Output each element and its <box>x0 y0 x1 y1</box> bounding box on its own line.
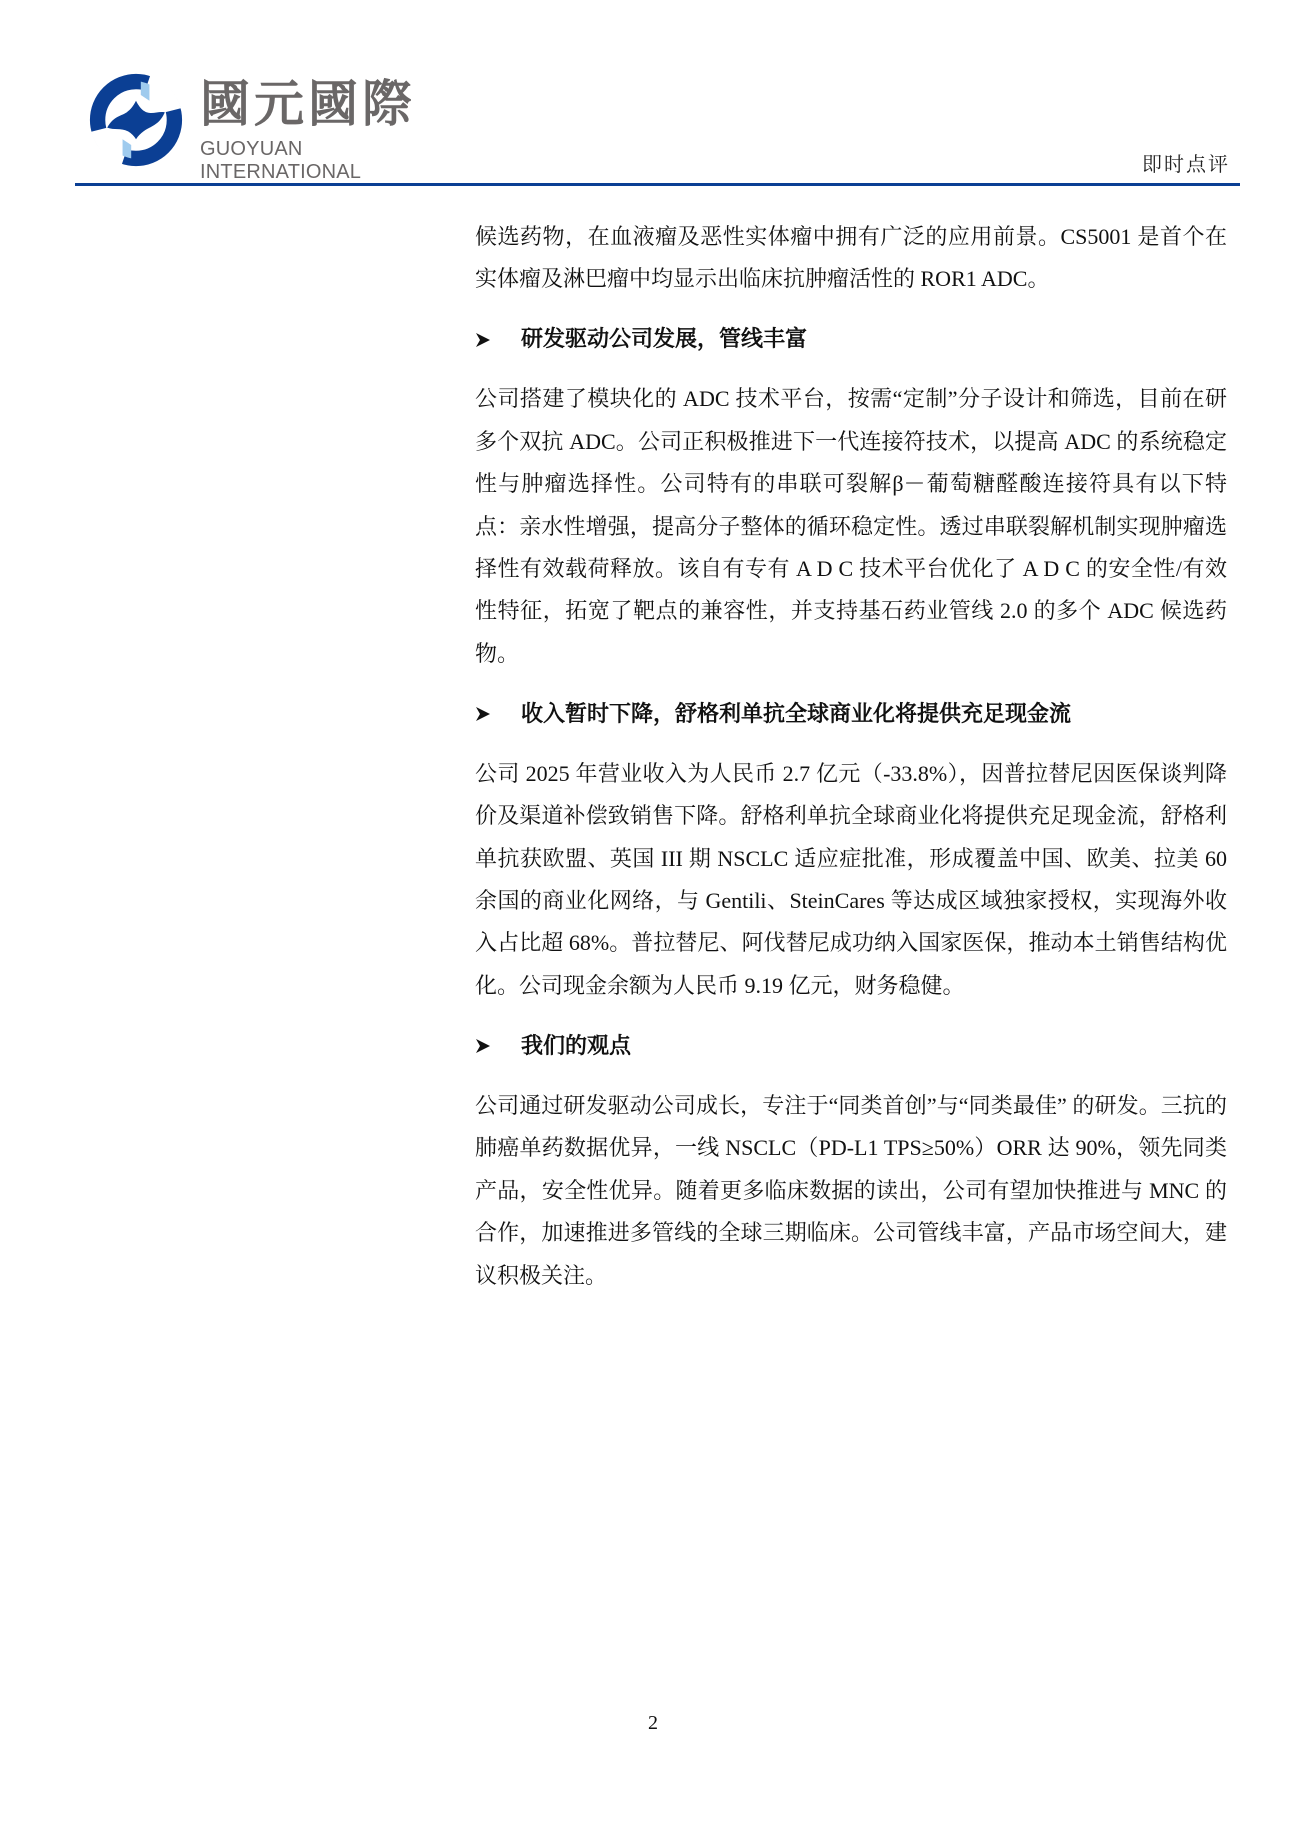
heading-text: 我们的观点 <box>521 1032 632 1058</box>
section-heading-revenue <box>475 693 1227 735</box>
arrow-bullet-icon <box>475 706 495 722</box>
arrow-bullet-icon <box>475 1038 495 1054</box>
paragraph-view: 公司通过研发驱动公司成长，专注于“同类首创”与“同类最佳” 的研发。三抗的肺癌单药数据优异，一线 NSCLC（PD-L1 TPS≥50%）ORR 达 90%，领先同类产品，安全性优异。随着更多临床数据的读出，公司有望加快推进与 MNC 的合作，加速推进多管线的全球三期临床。公司管线丰富，产品市场空间大，建议积极关注。 <box>475 1092 1227 1288</box>
section-heading-view <box>475 1025 1227 1067</box>
logo-chinese-name: 國元國際 <box>200 75 416 133</box>
guoyuan-logo-icon <box>88 72 184 168</box>
arrow-bullet-icon <box>475 332 495 348</box>
report-body <box>475 216 1227 1297</box>
paragraph-revenue: 公司 2025 年营业收入为人民币 2.7 亿元（-33.8%），因普拉替尼因医保谈判降价及渠道补偿致销售下降。舒格利单抗全球商业化将提供充足现金流，舒格利单抗获欧盟、英国 III 期 NSCLC 适应症批准，形成覆盖中国、欧美、拉美 60 余国的商业化网络，与 Gentili、SteinCares 等达成区域独家授权，实现海外收入占比超 68%。普拉替尼、阿伐替尼成功纳入国家医保，推动本土销售结构优化。公司现金余额为人民币 9.19 亿元，财务稳健。 <box>475 760 1227 998</box>
heading-text: 研发驱动公司发展，管线丰富 <box>521 326 808 352</box>
paragraph-rd: 公司搭建了模块化的 ADC 技术平台，按需“定制”分子设计和筛选，目前在研多个双抗 ADC。公司正积极推进下一代连接符技术，以提高 ADC 的系统稳定性与肿瘤选择性。公司特有的串联可裂解β－葡萄糖醛酸连接符具有以下特点：亲水性增强，提高分子整体的循环稳定性。透过串联裂解机制实现肿瘤选择性有效载荷释放。该自有专有 A D C 技术平台优化了 A D C 的安全性/有效性特征，拓宽了靶点的兼容性，并支持基石药业管线 2.0 的多个 ADC 候选药物。 <box>475 386 1227 666</box>
heading-text: 收入暂时下降，舒格利单抗全球商业化将提供充足现金流 <box>521 700 1072 726</box>
header-divider <box>75 183 1240 186</box>
section-heading-rd <box>475 318 1227 360</box>
report-type-label: 即时点评 <box>1142 154 1230 176</box>
company-logo <box>88 70 448 183</box>
paragraph-intro: 候选药物，在血液瘤及恶性实体瘤中拥有广泛的应用前景。CS5001 是首个在实体瘤及淋巴瘤中均显示出临床抗肿瘤活性的 ROR1 ADC。 <box>475 224 1227 292</box>
page-number: 2 <box>648 1712 658 1734</box>
logo-english-name: GUOYUAN INTERNATIONAL <box>200 138 362 183</box>
